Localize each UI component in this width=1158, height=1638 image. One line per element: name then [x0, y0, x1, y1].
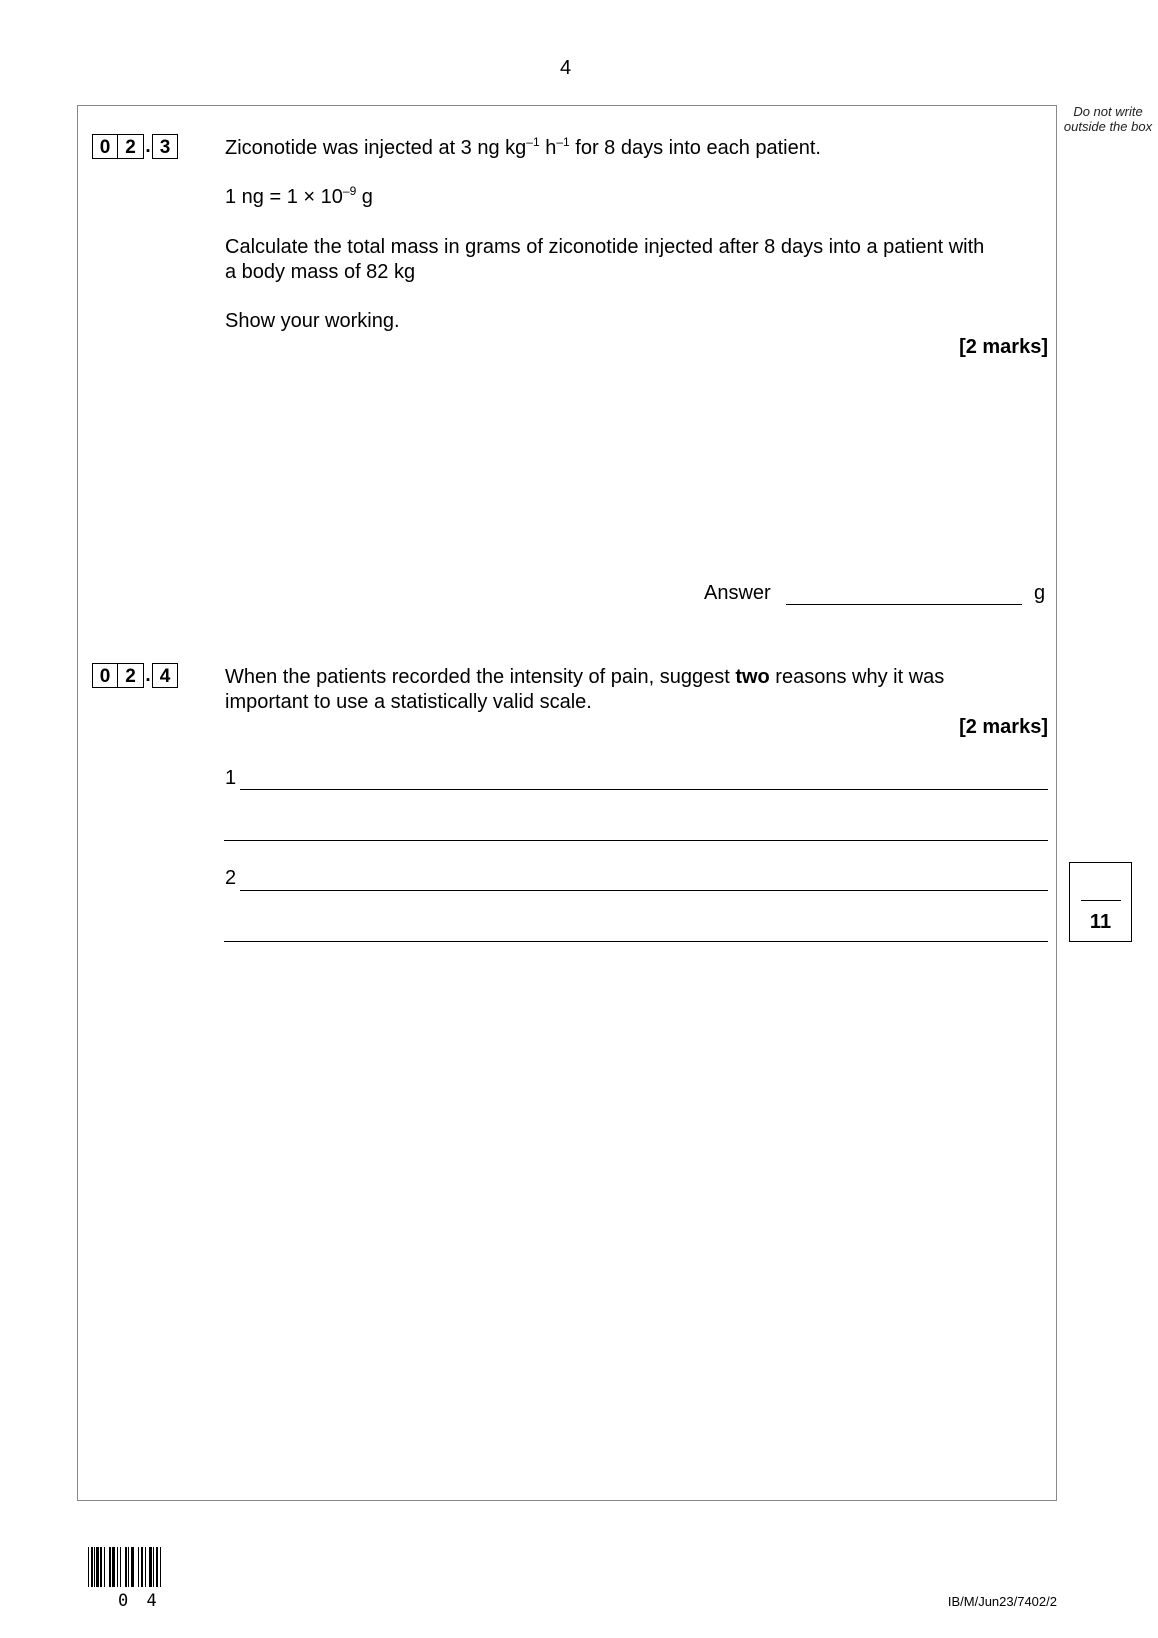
- footer-code: IB/M/Jun23/7402/2: [947, 1594, 1057, 1609]
- question-text: a body mass of 82 kg: [225, 261, 416, 283]
- answer-line[interactable]: [240, 890, 1048, 891]
- question-label-02-3: 0 2 . 3: [92, 134, 178, 159]
- question-digit: 2: [118, 134, 144, 159]
- barcode: [88, 1547, 192, 1587]
- question-digit: 0: [92, 663, 118, 688]
- score-total: 11: [1089, 911, 1112, 933]
- unit-conversion: 1 ng = $1 \times 10^{-9}$ g: [225, 184, 373, 208]
- answer-number: 2: [225, 867, 237, 889]
- score-box: [1069, 862, 1132, 942]
- score-divider: [1081, 900, 1121, 901]
- answer-unit: g: [1034, 582, 1046, 604]
- question-digit: 3: [152, 134, 178, 159]
- question-digit: 4: [152, 663, 178, 688]
- answer-field[interactable]: [786, 604, 1022, 605]
- answer-label: Answer: [704, 582, 771, 604]
- marks: [2 marks]: [959, 716, 1048, 738]
- question-text: Calculate the total mass in grams of ziconotide injected after 8 days into a patient with: [225, 236, 985, 258]
- question-digit: 2: [118, 663, 144, 688]
- page-number: 4: [560, 57, 572, 79]
- answer-frame: [77, 105, 1057, 1501]
- answer-line[interactable]: [224, 941, 1048, 942]
- answer-number: 1: [225, 767, 237, 789]
- instruction: Show your working.: [225, 310, 400, 332]
- question-text: important to use a statistically valid scale.: [225, 691, 592, 713]
- marks: [2 marks]: [959, 336, 1048, 358]
- question-digit: 0: [92, 134, 118, 159]
- question-label-02-4: 0 2 . 4: [92, 663, 178, 688]
- margin-note: Do not write outside the box: [1063, 104, 1153, 134]
- question-text: When the patients recorded the intensity of pain, suggest two reasons why it was: [225, 666, 945, 688]
- barcode-digits: 0 4: [118, 1591, 161, 1611]
- question-stem: Ziconotide was injected at 3 ng $kg^{-1}$ $h^{-1}$ for 8 days into each patient.: [225, 135, 821, 159]
- answer-line[interactable]: [224, 840, 1048, 841]
- answer-line[interactable]: [240, 789, 1048, 790]
